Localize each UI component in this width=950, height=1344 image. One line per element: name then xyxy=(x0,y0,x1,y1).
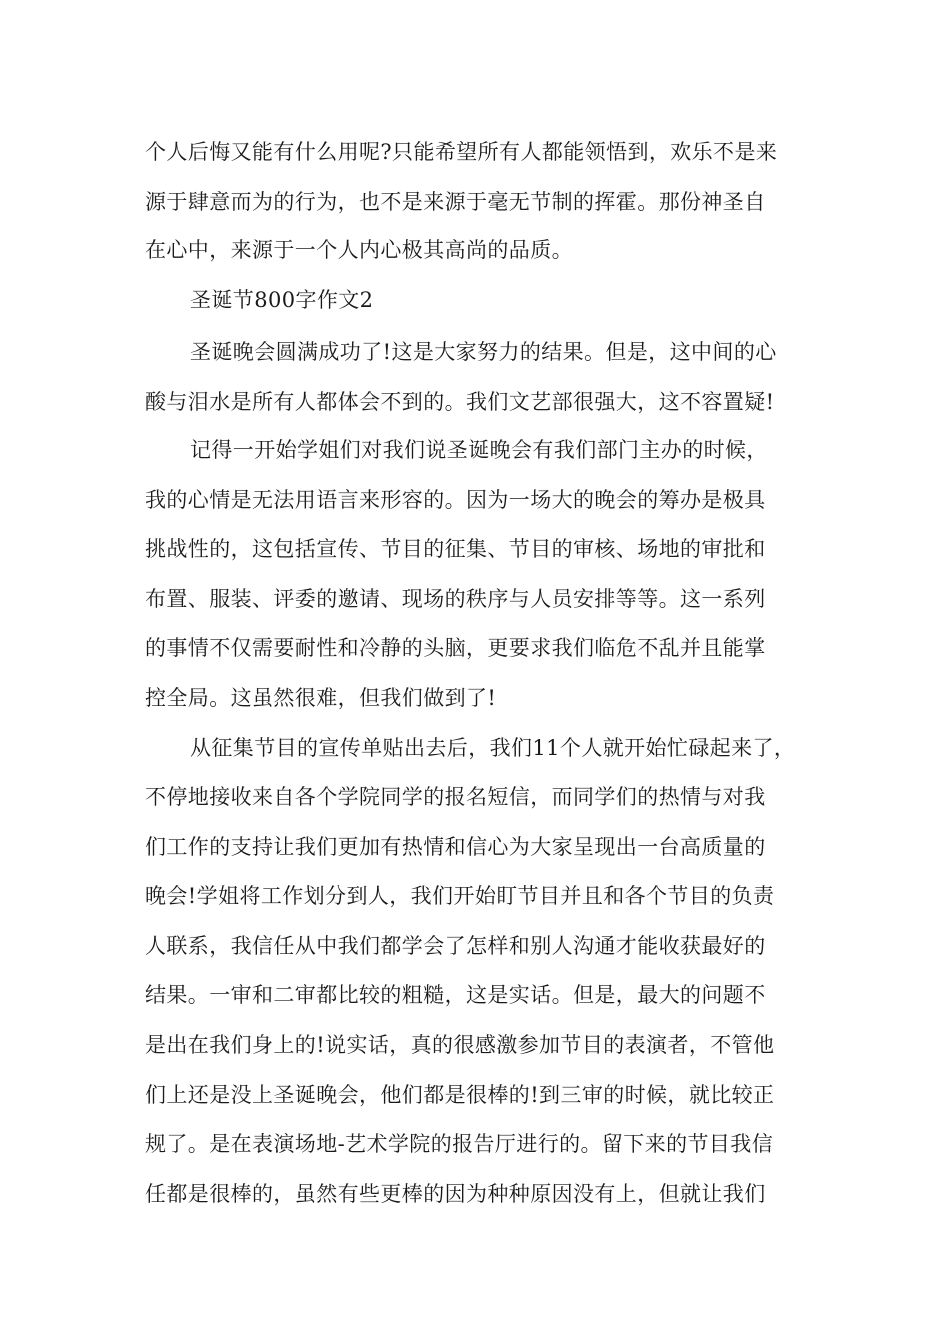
section-heading: 圣诞节800字作文2 xyxy=(190,288,374,312)
text-line: 们上还是没上圣诞晚会，他们都是很棒的!到三审的时候，就比较正 xyxy=(145,1083,775,1107)
text-line: 圣诞晚会圆满成功了!这是大家努力的结果。但是，这中间的心 xyxy=(190,340,777,364)
text-line: 布置、服装、评委的邀请、现场的秩序与人员安排等等。这一系列 xyxy=(145,587,766,611)
text-line: 晚会!学姐将工作划分到人，我们开始盯节目并且和各个节目的负责 xyxy=(145,884,775,908)
text-line: 结果。一审和二审都比较的粗糙，这是实话。但是，最大的问题不 xyxy=(145,983,766,1007)
text-line: 挑战性的，这包括宣传、节目的征集、节目的审核、场地的审批和 xyxy=(145,537,766,561)
text-line: 不停地接收来自各个学院同学的报名短信，而同学们的热情与对我 xyxy=(145,785,766,809)
text-line: 的事情不仅需要耐性和冷静的头脑，更要求我们临危不乱并且能掌 xyxy=(145,636,766,660)
text-line: 规了。是在表演场地-艺术学院的报告厅进行的。留下来的节目我信 xyxy=(145,1132,774,1156)
text-line: 从征集节目的宣传单贴出去后，我们11个人就开始忙碌起来了， xyxy=(190,736,796,760)
text-line: 个人后悔又能有什么用呢?只能希望所有人都能领悟到，欢乐不是来 xyxy=(145,140,778,164)
text-line: 在心中，来源于一个人内心极其高尚的品质。 xyxy=(145,238,573,262)
text-line: 是出在我们身上的!说实话，真的很感激参加节目的表演者，不管他 xyxy=(145,1033,775,1057)
text-line: 任都是很棒的，虽然有些更棒的因为种种原因没有上，但就让我们 xyxy=(145,1182,766,1206)
text-line: 人联系，我信任从中我们都学会了怎样和别人沟通才能收获最好的 xyxy=(145,934,766,958)
text-line: 控全局。这虽然很难，但我们做到了! xyxy=(145,686,497,710)
text-line: 源于肆意而为的行为，也不是来源于毫无节制的挥霍。那份神圣自 xyxy=(145,190,766,214)
text-line: 酸与泪水是所有人都体会不到的。我们文艺部很强大，这不容置疑! xyxy=(145,390,775,414)
text-line: 我的心情是无法用语言来形容的。因为一场大的晚会的筹办是极具 xyxy=(145,488,766,512)
text-line: 们工作的支持让我们更加有热情和信心为大家呈现出一台高质量的 xyxy=(145,835,766,859)
text-line: 记得一开始学姐们对我们说圣诞晚会有我们部门主办的时候， xyxy=(190,438,768,462)
